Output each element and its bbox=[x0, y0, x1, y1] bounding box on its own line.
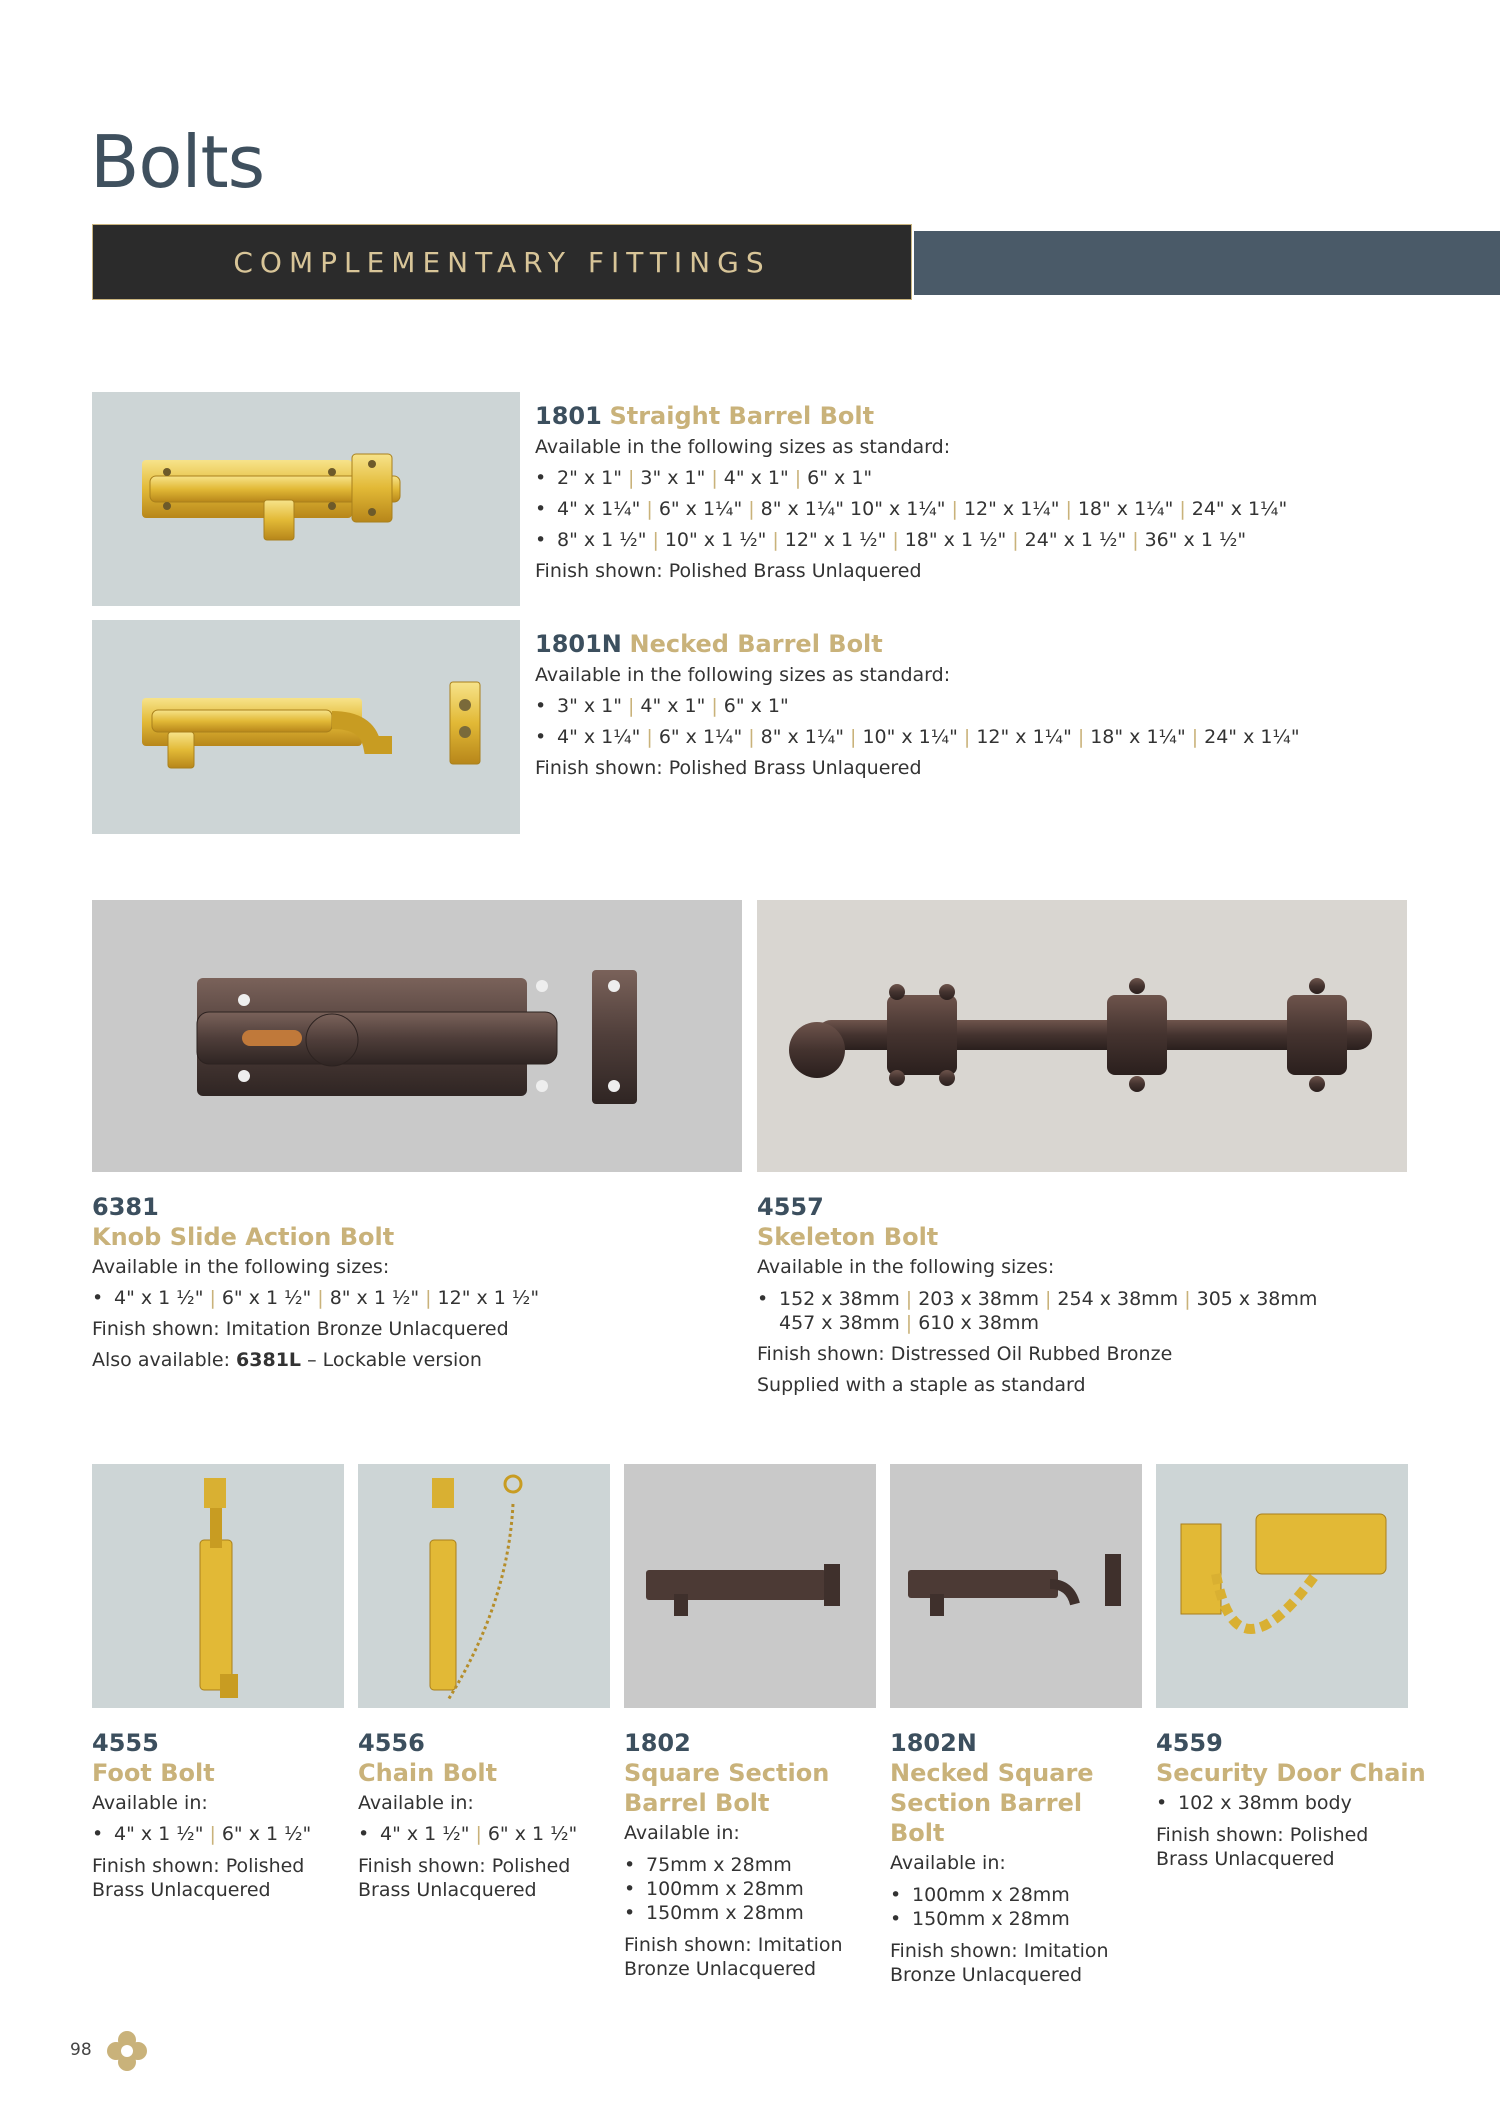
product-name-line2: Barrel Bolt bbox=[624, 1789, 770, 1817]
product-name-line2: Section Barrel Bolt bbox=[890, 1789, 1083, 1847]
product-name: Skeleton Bolt bbox=[757, 1223, 939, 1251]
also-code: 6381L bbox=[236, 1349, 302, 1371]
size-separator: | bbox=[850, 726, 857, 748]
finish-text-line1: Finish shown: Polished bbox=[358, 1855, 571, 1877]
product-name-line1: Square Section bbox=[624, 1759, 830, 1787]
size-separator: | bbox=[711, 467, 718, 489]
size-value: 150mm x 28mm bbox=[646, 1902, 804, 1924]
product-4559 bbox=[1156, 1728, 1456, 1871]
finish-text-line1: Finish shown: Imitation bbox=[890, 1940, 1109, 1962]
foot-bolt-photo bbox=[92, 1464, 344, 1708]
size-value: 6" x 1" bbox=[723, 695, 789, 717]
size-value: 100mm x 28mm bbox=[912, 1884, 1070, 1906]
size-value: 4" x 1 ½" bbox=[380, 1823, 470, 1845]
product-name-line1: Necked Square bbox=[890, 1759, 1094, 1787]
size-row: • 4" x 1 ½" | 6" x 1 ½" bbox=[358, 1823, 578, 1845]
size-value: 24" x 1¼" bbox=[1204, 726, 1300, 748]
chain-bolt-illustration bbox=[358, 1464, 610, 1708]
availability-text: Available in: bbox=[358, 1792, 474, 1814]
knob-slide-action-bolt-photo bbox=[92, 900, 742, 1172]
size-value: 4" x 1 ½" bbox=[114, 1287, 204, 1309]
size-value: 100mm x 28mm bbox=[646, 1878, 804, 1900]
size-separator: | bbox=[1179, 498, 1186, 520]
finish-text-line2: Brass Unlacquered bbox=[92, 1879, 271, 1901]
product-code: 4556 bbox=[358, 1729, 425, 1757]
size-item: • 150mm x 28mm bbox=[624, 1902, 804, 1924]
straight-barrel-bolt-illustration bbox=[92, 392, 520, 606]
security-door-chain-illustration bbox=[1156, 1464, 1408, 1708]
product-code: 1801 bbox=[535, 402, 602, 430]
size-item: • 100mm x 28mm bbox=[890, 1884, 1070, 1906]
brand-logo-icon bbox=[106, 2030, 148, 2072]
size-row: • 4" x 1 ½" | 6" x 1 ½" | 8" x 1 ½" | 12" x 1 ½" bbox=[92, 1287, 540, 1309]
necked-square-section-barrel-bolt-illustration bbox=[890, 1464, 1142, 1708]
size-row: • 3" x 1" | 4" x 1" | 6" x 1" bbox=[535, 695, 789, 717]
size-value: 6" x 1¼" bbox=[658, 726, 743, 748]
product-1801n bbox=[535, 628, 1435, 784]
size-separator: | bbox=[1077, 726, 1085, 748]
square-section-barrel-bolt-illustration bbox=[624, 1464, 876, 1708]
size-value: 102 x 38mm body bbox=[1178, 1792, 1352, 1814]
size-value: 3" x 1" bbox=[640, 467, 706, 489]
size-value: 18" x 1¼" bbox=[1090, 726, 1186, 748]
page-number: 98 bbox=[70, 2040, 92, 2060]
size-value: 610 x 38mm bbox=[918, 1312, 1039, 1334]
size-row: • 2" x 1" | 3" x 1" | 4" x 1" | 6" x 1" bbox=[535, 467, 873, 489]
size-value: 18" x 1¼" bbox=[1077, 498, 1174, 520]
product-name: Knob Slide Action Bolt bbox=[92, 1223, 395, 1251]
size-separator: | bbox=[892, 529, 899, 551]
size-row bbox=[757, 1311, 1457, 1335]
product-code: 6381 bbox=[92, 1193, 159, 1221]
foot-bolt-illustration bbox=[92, 1464, 344, 1708]
size-value: 4" x 1" bbox=[640, 695, 706, 717]
size-separator: | bbox=[646, 726, 653, 748]
section-label: COMPLEMENTARY FITTINGS bbox=[233, 245, 771, 279]
size-separator: | bbox=[963, 726, 971, 748]
size-value: 4" x 1 ½" bbox=[114, 1823, 204, 1845]
necked-barrel-bolt-illustration bbox=[92, 620, 520, 834]
skeleton-bolt-photo bbox=[757, 900, 1407, 1172]
size-value: 6" x 1 ½" bbox=[487, 1823, 578, 1845]
finish-text-line1: Finish shown: Polished bbox=[92, 1855, 305, 1877]
knob-slide-action-bolt-illustration bbox=[92, 900, 742, 1172]
size-value: 8" x 1¼" 10" x 1¼" bbox=[760, 498, 946, 520]
product-name: Security Door Chain bbox=[1156, 1759, 1426, 1787]
finish-text: Finish shown: Polished Brass Unlaquered bbox=[535, 560, 922, 582]
size-value: 12" x 1¼" bbox=[963, 498, 1060, 520]
size-separator: | bbox=[1191, 726, 1199, 748]
availability-text: Available in: bbox=[890, 1852, 1006, 1874]
necked-square-section-barrel-bolt-photo bbox=[890, 1464, 1142, 1708]
finish-text: Finish shown: Imitation Bronze Unlacquered bbox=[92, 1318, 509, 1340]
necked-barrel-bolt-photo bbox=[92, 620, 520, 834]
size-value: 10" x 1 ½" bbox=[664, 529, 767, 551]
product-code: 1802N bbox=[890, 1729, 977, 1757]
product-code: 4555 bbox=[92, 1729, 159, 1757]
size-value: 305 x 38mm bbox=[1196, 1288, 1318, 1310]
size-value: 8" x 1 ½" bbox=[557, 529, 647, 551]
size-value: 75mm x 28mm bbox=[646, 1854, 792, 1876]
also-available-text bbox=[92, 1345, 742, 1376]
size-value: 6" x 1 ½" bbox=[221, 1823, 312, 1845]
size-value: 4" x 1¼" bbox=[557, 498, 641, 520]
size-value: 254 x 38mm bbox=[1057, 1288, 1179, 1310]
size-value: 36" x 1 ½" bbox=[1144, 529, 1247, 551]
product-4556 bbox=[358, 1728, 608, 1902]
size-separator: | bbox=[652, 529, 659, 551]
size-row: • 4" x 1¼" | 6" x 1¼" | 8" x 1¼" | 10" x 1¼" | 12" x 1¼" | 18" x 1¼" | 24" x 1¼" bbox=[535, 726, 1300, 748]
size-row: • 4" x 1 ½" | 6" x 1 ½" bbox=[92, 1823, 312, 1845]
product-code: 4557 bbox=[757, 1193, 824, 1221]
square-section-barrel-bolt-photo bbox=[624, 1464, 876, 1708]
section-banner bbox=[92, 224, 912, 300]
availability-text: Available in the following sizes as standard: bbox=[535, 436, 951, 458]
size-value: 6" x 1¼" bbox=[658, 498, 743, 520]
straight-barrel-bolt-photo bbox=[92, 392, 520, 606]
size-value: 12" x 1 ½" bbox=[784, 529, 887, 551]
size-value: 24" x 1 ½" bbox=[1024, 529, 1127, 551]
product-1802 bbox=[624, 1728, 874, 1981]
page-title: Bolts bbox=[90, 120, 265, 204]
product-code: 1801N bbox=[535, 630, 622, 658]
size-value: 10" x 1¼" bbox=[862, 726, 958, 748]
size-separator: | bbox=[1132, 529, 1139, 551]
size-value: 203 x 38mm bbox=[918, 1288, 1039, 1310]
size-separator: | bbox=[209, 1287, 216, 1309]
availability-text: Available in: bbox=[624, 1822, 740, 1844]
availability-text: Available in the following sizes: bbox=[757, 1256, 1055, 1278]
product-name: Chain Bolt bbox=[358, 1759, 498, 1787]
size-separator: | bbox=[627, 467, 635, 489]
finish-text-line1: Finish shown: Imitation bbox=[624, 1934, 843, 1956]
availability-text: Available in the following sizes: bbox=[92, 1256, 390, 1278]
size-value: 6" x 1" bbox=[807, 467, 873, 489]
size-separator: | bbox=[1184, 1288, 1191, 1310]
size-item: • 150mm x 28mm bbox=[890, 1908, 1070, 1930]
size-separator: | bbox=[748, 726, 755, 748]
size-value: 8" x 1 ½" bbox=[329, 1287, 420, 1309]
finish-text: Finish shown: Distressed Oil Rubbed Bronze bbox=[757, 1343, 1173, 1365]
product-name: Foot Bolt bbox=[92, 1759, 215, 1787]
product-4557 bbox=[757, 1192, 1457, 1401]
finish-text-line2: Bronze Unlacquered bbox=[624, 1958, 817, 1980]
size-separator: | bbox=[1045, 1288, 1052, 1310]
size-separator: | bbox=[772, 529, 779, 551]
size-value: 150mm x 28mm bbox=[912, 1908, 1070, 1930]
size-value: 12" x 1¼" bbox=[976, 726, 1072, 748]
product-code: 4559 bbox=[1156, 1729, 1223, 1757]
also-suffix: – Lockable version bbox=[301, 1349, 482, 1371]
product-name: Straight Barrel Bolt bbox=[609, 402, 875, 430]
product-code: 1802 bbox=[624, 1729, 691, 1757]
product-name: Necked Barrel Bolt bbox=[629, 630, 883, 658]
size-value: 3" x 1" bbox=[557, 695, 622, 717]
product-6381 bbox=[92, 1192, 742, 1376]
size-value: 12" x 1 ½" bbox=[437, 1287, 540, 1309]
size-value: 4" x 1" bbox=[723, 467, 789, 489]
banner-accent-bar bbox=[914, 231, 1500, 295]
size-separator: | bbox=[209, 1823, 216, 1845]
product-1802n bbox=[890, 1728, 1140, 1987]
size-separator: | bbox=[1012, 529, 1019, 551]
size-item: • 100mm x 28mm bbox=[624, 1878, 804, 1900]
finish-text-line2: Bronze Unlacquered bbox=[890, 1964, 1083, 1986]
finish-text: Finish shown: Polished Brass Unlaquered bbox=[535, 757, 922, 779]
size-value: 18" x 1 ½" bbox=[904, 529, 1007, 551]
skeleton-bolt-illustration bbox=[757, 900, 1407, 1172]
product-1801 bbox=[535, 400, 1435, 587]
size-value: 2" x 1" bbox=[557, 467, 622, 489]
security-door-chain-photo bbox=[1156, 1464, 1408, 1708]
size-separator: | bbox=[711, 695, 718, 717]
size-value: 4" x 1¼" bbox=[557, 726, 641, 748]
size-separator: | bbox=[1065, 498, 1072, 520]
availability-text: Available in: bbox=[92, 1792, 208, 1814]
finish-text-line1: Finish shown: Polished bbox=[1156, 1824, 1369, 1846]
size-item: • 102 x 38mm body bbox=[1156, 1792, 1352, 1814]
size-row: • 4" x 1¼" | 6" x 1¼" | 8" x 1¼" 10" x 1¼" | 12" x 1¼" | 18" x 1¼" | 24" x 1¼" bbox=[535, 498, 1288, 520]
size-separator: | bbox=[646, 498, 653, 520]
size-separator: | bbox=[317, 1287, 324, 1309]
also-prefix: Also available: bbox=[92, 1349, 237, 1371]
size-separator: | bbox=[905, 1312, 913, 1334]
size-row: • 8" x 1 ½" | 10" x 1 ½" | 12" x 1 ½" | 18" x 1 ½" | 24" x 1 ½" | 36" x 1 ½" bbox=[535, 529, 1247, 551]
size-separator: | bbox=[951, 498, 958, 520]
size-value: 6" x 1 ½" bbox=[221, 1287, 312, 1309]
size-value: 152 x 38mm bbox=[779, 1288, 900, 1310]
size-separator: | bbox=[748, 498, 755, 520]
availability-text: Available in the following sizes as standard: bbox=[535, 664, 951, 686]
product-4555 bbox=[92, 1728, 342, 1902]
size-separator: | bbox=[475, 1823, 482, 1845]
size-separator: | bbox=[425, 1287, 432, 1309]
size-value: 24" x 1¼" bbox=[1191, 498, 1288, 520]
finish-text-line2: Brass Unlacquered bbox=[358, 1879, 537, 1901]
finish-text-line2: Brass Unlacquered bbox=[1156, 1848, 1335, 1870]
size-separator: | bbox=[794, 467, 802, 489]
size-separator: | bbox=[627, 695, 635, 717]
size-value: 8" x 1¼" bbox=[760, 726, 845, 748]
size-item: • 75mm x 28mm bbox=[624, 1854, 792, 1876]
size-value: 457 x 38mm bbox=[779, 1312, 900, 1334]
chain-bolt-photo bbox=[358, 1464, 610, 1708]
note-text: Supplied with a staple as standard bbox=[757, 1374, 1086, 1396]
size-separator: | bbox=[905, 1288, 913, 1310]
size-row: • 152 x 38mm | 203 x 38mm | 254 x 38mm | 305 x 38mm bbox=[757, 1288, 1318, 1310]
